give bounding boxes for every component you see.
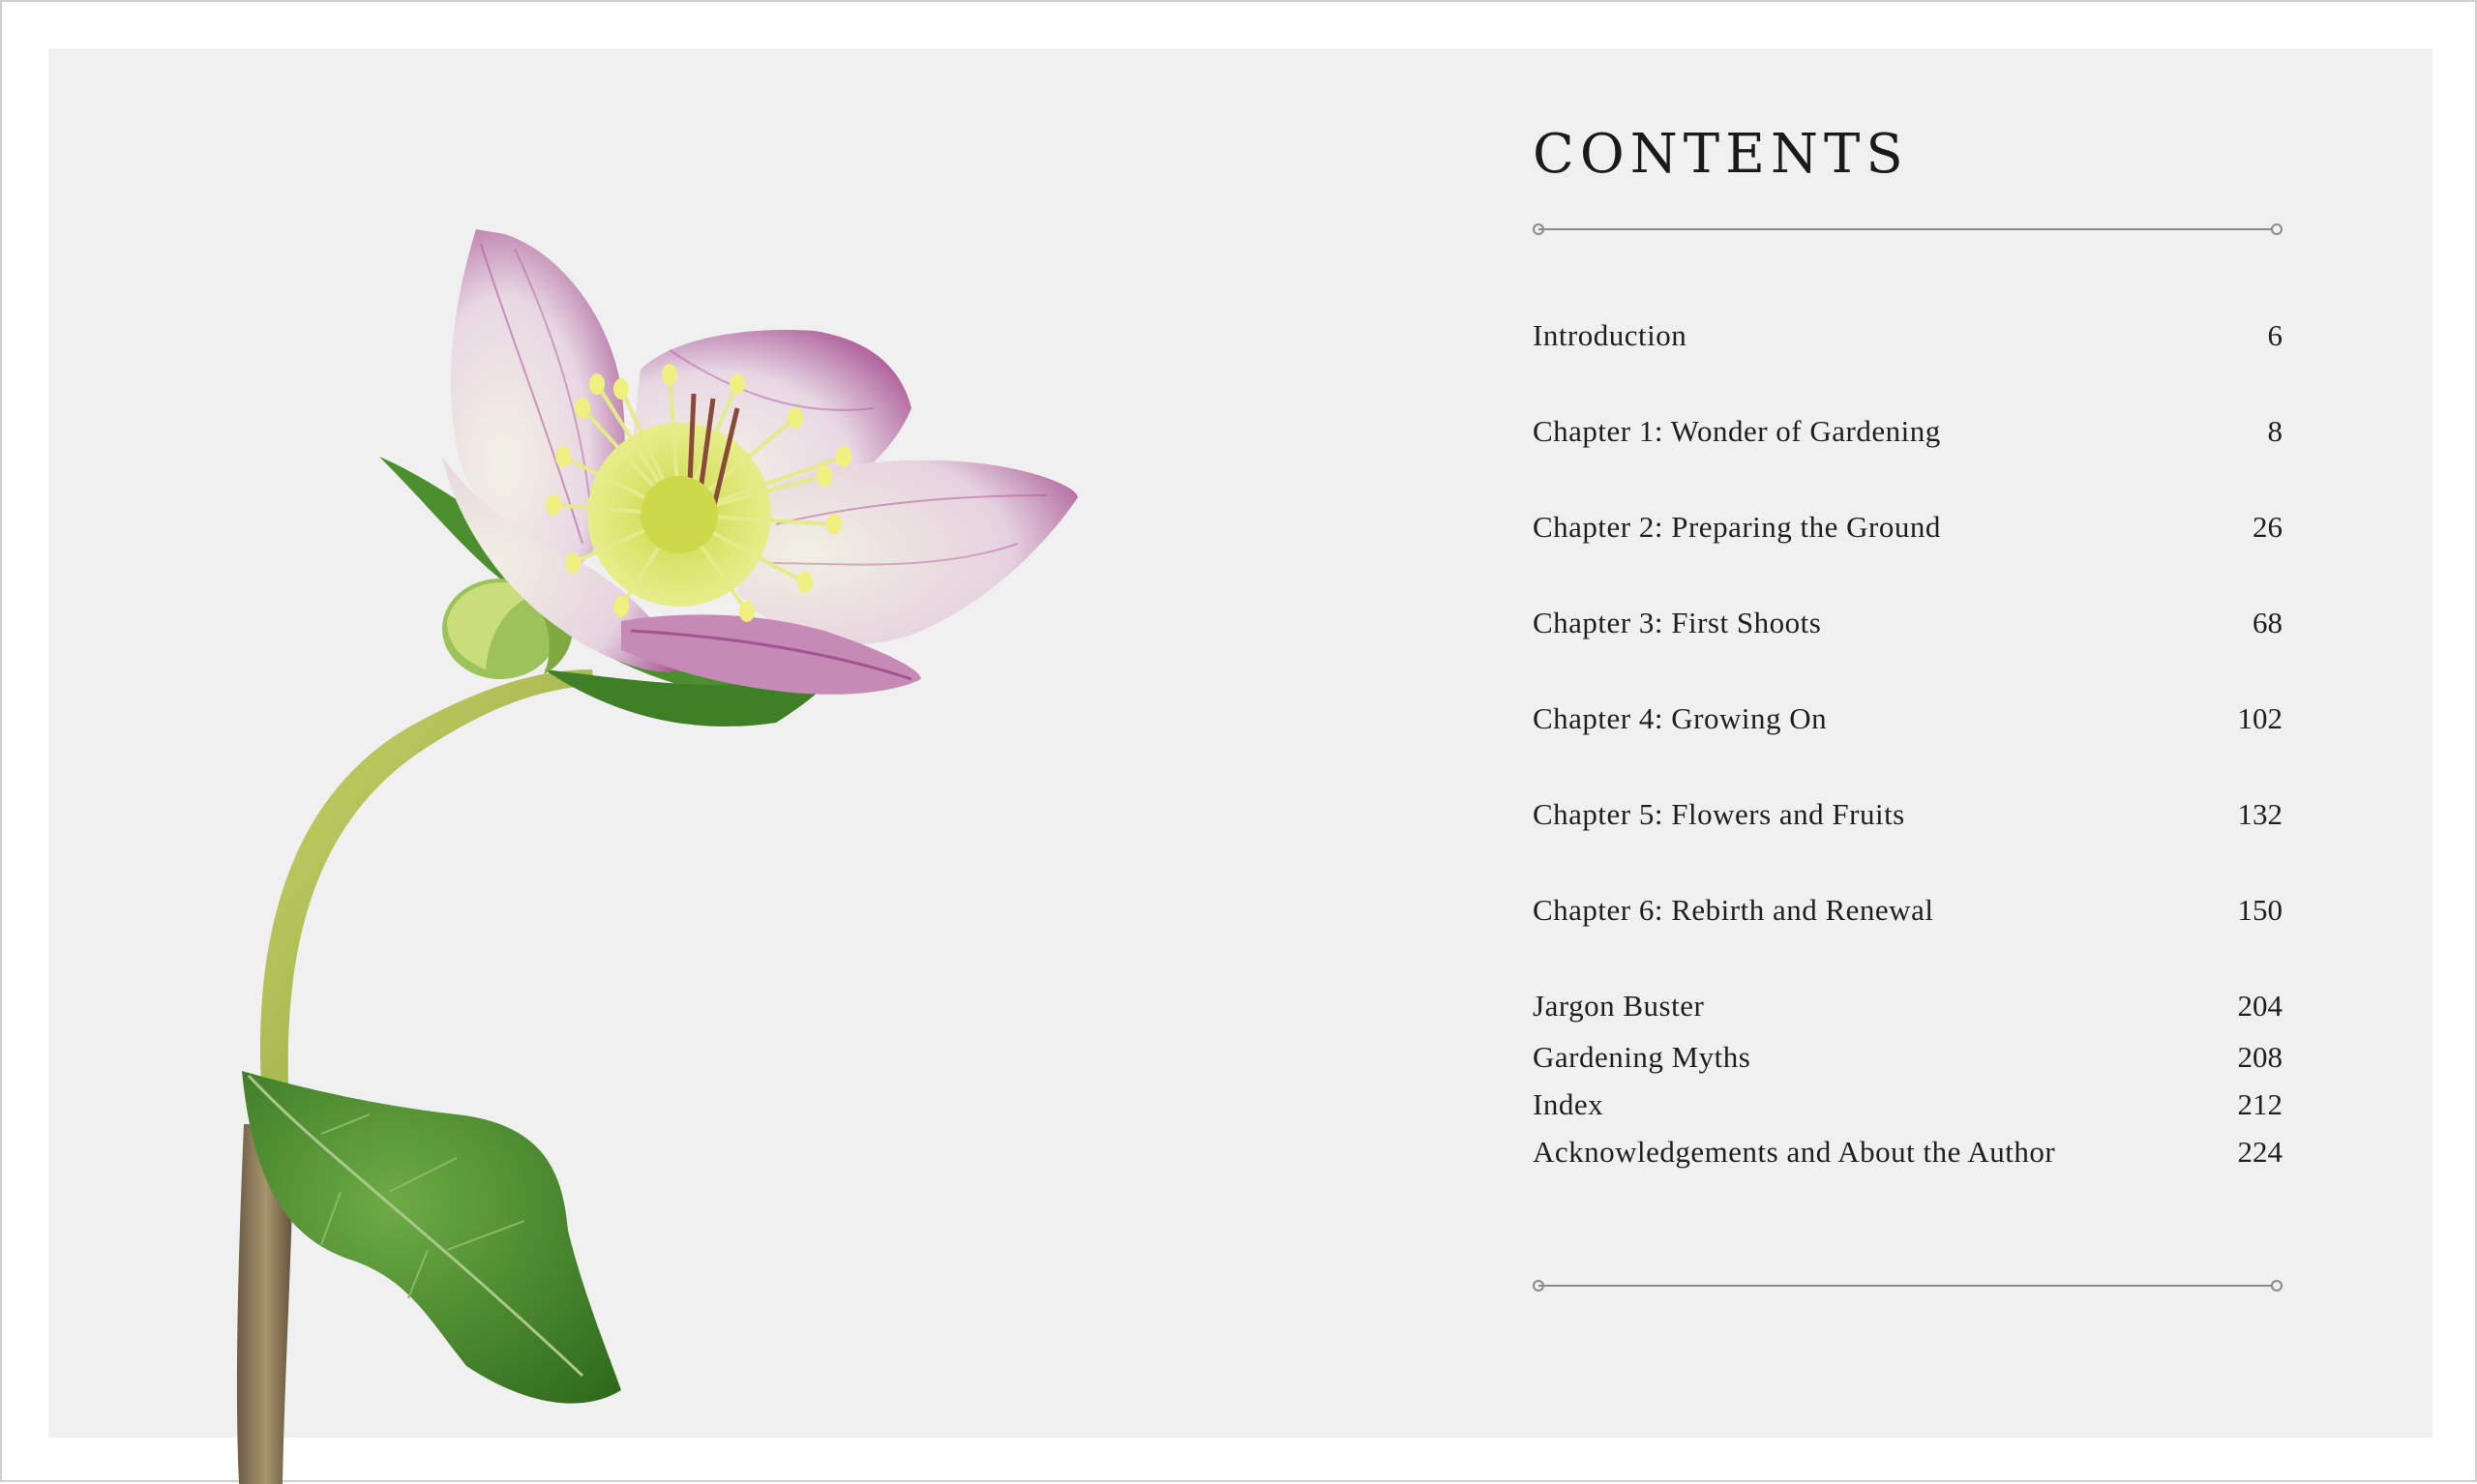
toc-entry-title: Gardening Myths bbox=[1533, 1040, 1751, 1074]
toc-entry-title: Chapter 3: First Shoots bbox=[1533, 606, 1822, 639]
toc-entry-page: 26 bbox=[2253, 510, 2283, 544]
toc-entry-page: 204 bbox=[2237, 989, 2283, 1023]
toc-entry-title: Jargon Buster bbox=[1533, 989, 1705, 1023]
toc-entry-title: Chapter 6: Rebirth and Renewal bbox=[1533, 893, 1934, 927]
toc-entry[interactable] bbox=[1533, 410, 2283, 453]
toc-entry-page: 6 bbox=[2267, 318, 2283, 352]
rule-line bbox=[1538, 1285, 2277, 1287]
toc-entry-title: Chapter 5: Flowers and Fruits bbox=[1533, 797, 1905, 831]
toc-entry-page: 8 bbox=[2267, 414, 2283, 448]
toc-entry-title: Acknowledgements and About the Author bbox=[1533, 1135, 2056, 1169]
toc-entry-page: 208 bbox=[2237, 1040, 2283, 1074]
toc-entry[interactable] bbox=[1533, 697, 2283, 740]
rule-end-dot bbox=[2271, 223, 2283, 235]
toc-entry-title: Introduction bbox=[1533, 318, 1687, 352]
toc-entry[interactable] bbox=[1533, 889, 2283, 932]
toc-entry-page: 150 bbox=[2237, 893, 2283, 927]
toc-entry-page: 212 bbox=[2237, 1087, 2283, 1121]
toc-entry-title: Chapter 4: Growing On bbox=[1533, 701, 1828, 735]
rule-end-dot bbox=[2271, 1280, 2283, 1291]
toc-entry-page: 68 bbox=[2253, 606, 2283, 639]
toc-entry[interactable] bbox=[1533, 985, 2283, 1027]
rule-line bbox=[1538, 228, 2277, 230]
toc-entry-title: Chapter 2: Preparing the Ground bbox=[1533, 510, 1941, 544]
toc-entry-page: 102 bbox=[2237, 701, 2283, 735]
toc-entry-title: Index bbox=[1533, 1087, 1604, 1121]
toc-entry-page: 132 bbox=[2237, 797, 2283, 831]
toc-entry[interactable] bbox=[1533, 506, 2283, 549]
table-of-contents bbox=[1533, 2, 2283, 1484]
hellebore-flower-image bbox=[2, 2, 1260, 1484]
toc-entry[interactable] bbox=[1533, 602, 2283, 644]
bottom-rule-divider bbox=[1533, 1279, 2283, 1292]
toc-entry[interactable] bbox=[1533, 314, 2283, 357]
toc-entry[interactable] bbox=[1533, 1083, 2283, 1126]
toc-entry[interactable] bbox=[1533, 793, 2283, 836]
toc-entry[interactable] bbox=[1533, 1036, 2283, 1079]
toc-entry[interactable] bbox=[1533, 1131, 2283, 1173]
toc-entry-title: Chapter 1: Wonder of Gardening bbox=[1533, 414, 1941, 448]
toc-entry-page: 224 bbox=[2237, 1135, 2283, 1169]
contents-heading: CONTENTS bbox=[1533, 123, 1909, 186]
top-rule-divider bbox=[1533, 223, 2283, 236]
